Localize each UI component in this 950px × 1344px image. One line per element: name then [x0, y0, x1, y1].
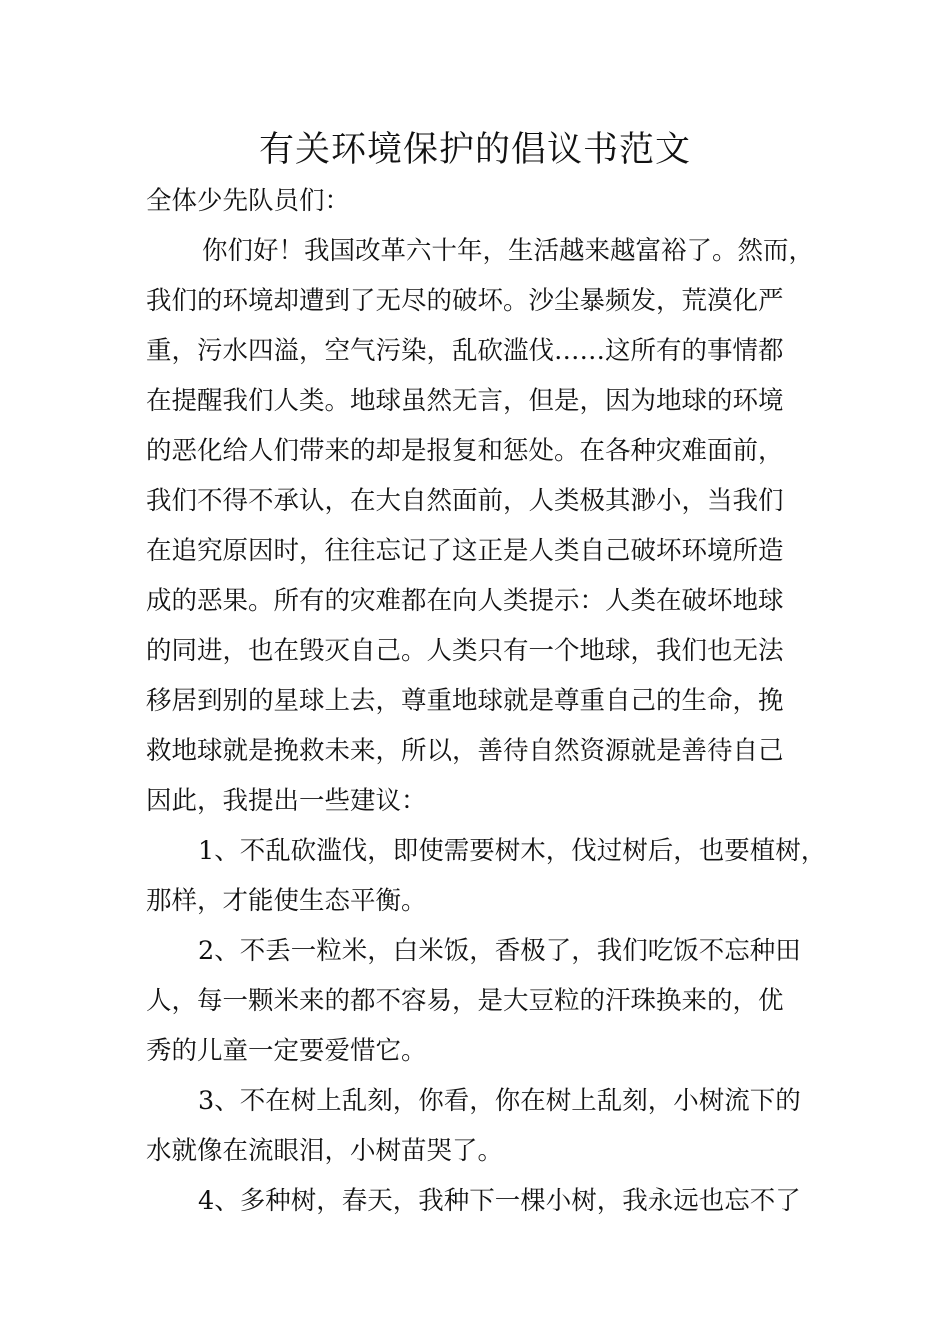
text-line: 秀的儿童一定要爱惜它。: [146, 1036, 427, 1066]
suggestion-item-2: [146, 926, 826, 1076]
suggestion-item-3: [146, 1076, 826, 1176]
text-line: 成的恶果。所有的灾难都在向人类提示：人类在破坏地球: [146, 586, 784, 616]
greeting-line: 全体少先队员们：: [146, 186, 351, 216]
text-line: 在追究原因时，往往忘记了这正是人类自己破坏环境所造: [146, 536, 784, 566]
text-line: 2、不丢一粒米，白米饭，香极了，我们吃饭不忘种田: [198, 936, 801, 966]
text-line: 4、多种树，春天，我种下一棵小树，我永远也忘不了: [198, 1186, 801, 1216]
suggestion-item-1: [146, 826, 826, 926]
text-line: 因此，我提出一些建议：: [146, 786, 427, 816]
text-line: 我们的环境却遭到了无尽的破坏。沙尘暴频发，荒漠化严: [146, 286, 784, 316]
text-line: 1、不乱砍滥伐，即使需要树木，伐过树后，也要植树，: [198, 836, 827, 866]
text-line: 移居到别的星球上去，尊重地球就是尊重自己的生命，挽: [146, 686, 784, 716]
greeting: [146, 176, 826, 226]
text-line: 人，每一颗米来的都不容易，是大豆粒的汗珠换来的，优: [146, 986, 784, 1016]
text-line: 那样，才能使生态平衡。: [146, 886, 427, 916]
text-line: 你们好！我国改革六十年，生活越来越富裕了。然而，: [202, 236, 815, 266]
text-line: 水就像在流眼泪，小树苗哭了。: [146, 1136, 504, 1166]
paragraph-intro: [146, 226, 826, 826]
text-line: 的恶化给人们带来的却是报复和惩处。在各种灾难面前，: [146, 436, 784, 466]
text-line: 我们不得不承认，在大自然面前，人类极其渺小，当我们: [146, 486, 784, 516]
suggestion-item-4: [146, 1176, 826, 1226]
text-line: 在提醒我们人类。地球虽然无言，但是，因为地球的环境: [146, 386, 784, 416]
document-body: [146, 176, 826, 1226]
text-line: 的同进，也在毁灭自己。人类只有一个地球，我们也无法: [146, 636, 784, 666]
text-line: 3、不在树上乱刻，你看，你在树上乱刻，小树流下的: [198, 1086, 801, 1116]
text-line: 重，污水四溢，空气污染，乱砍滥伐……这所有的事情都: [146, 336, 784, 366]
document-title: 有关环境保护的倡议书范文: [258, 130, 691, 170]
text-line: 救地球就是挽救未来，所以，善待自然资源就是善待自己: [146, 736, 784, 766]
